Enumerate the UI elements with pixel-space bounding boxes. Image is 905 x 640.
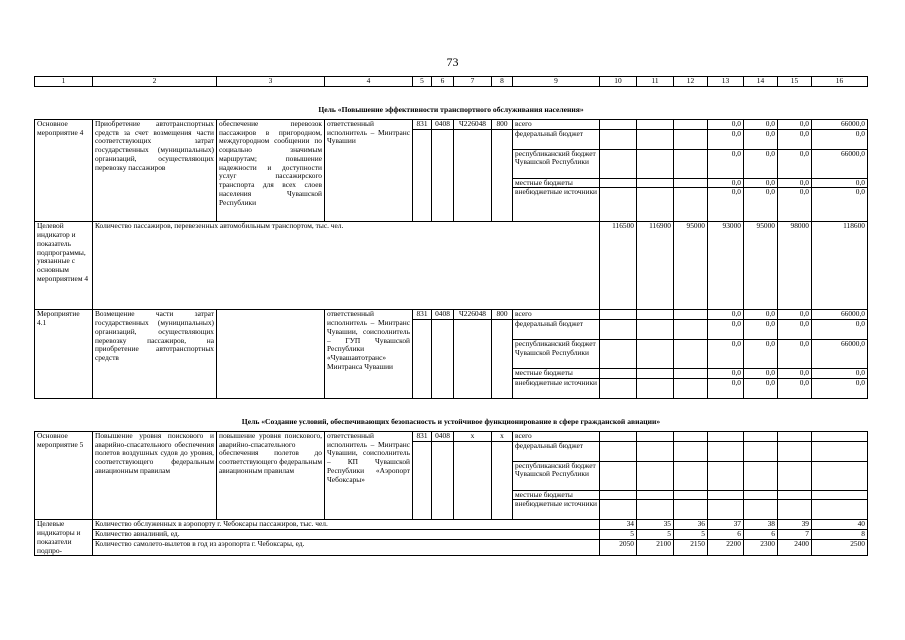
value-cell: 0,0: [744, 120, 778, 130]
value-cell: 2500: [812, 540, 868, 556]
value-cell: [600, 120, 637, 130]
value-cell: 2050: [600, 540, 637, 556]
value-cell: 0,0: [778, 310, 812, 320]
value-cell: [637, 178, 674, 188]
value-cell: 0,0: [708, 378, 744, 398]
value-cell: [600, 378, 637, 398]
table-row: [35, 431, 868, 441]
row-goal: повышение уровня поискового, аварийно-спасательного обеспечения полетов до соответствующего федеральным авиационным правилам: [217, 431, 325, 519]
row-goal: [217, 310, 325, 398]
value-cell: 0,0: [812, 129, 868, 149]
value-cell: 0,0: [744, 340, 778, 369]
funding-source: республиканский бюджет Чувашской Республики: [513, 149, 600, 178]
table-row: [35, 310, 868, 320]
value-cell: 5: [637, 530, 674, 540]
value-cell: [674, 188, 708, 222]
value-cell: 116900: [637, 222, 674, 310]
indicator-row: [35, 520, 868, 530]
value-cell: 0,0: [812, 178, 868, 188]
value-cell: [674, 320, 708, 340]
value-cell: 2400: [778, 540, 812, 556]
value-cell: 66000,0: [812, 149, 868, 178]
value-cell: [674, 149, 708, 178]
value-cell: 0,0: [708, 120, 744, 130]
indicator-text: Количество самолето-вылетов в год из аэропорта г. Чебоксары, ед.: [93, 540, 600, 556]
value-cell: 0,0: [778, 129, 812, 149]
value-cell: [637, 129, 674, 149]
value-cell: [600, 320, 637, 340]
value-cell: 36: [674, 520, 708, 530]
row-executor: ответственный исполнитель – Минтранс Чувашии, соисполнитель – КП Чувашской Республики «Аэропорт Чебоксары»: [325, 431, 413, 519]
value-cell: [674, 310, 708, 320]
value-cell: 0,0: [744, 149, 778, 178]
value-cell: [637, 188, 674, 222]
value-cell: 0,0: [778, 178, 812, 188]
value-cell: [637, 340, 674, 369]
value-cell: 98000: [778, 222, 812, 310]
value-cell: 2300: [744, 540, 778, 556]
table-row: [35, 120, 868, 130]
indicator-row: [35, 540, 868, 556]
value-cell: [674, 129, 708, 149]
value-cell: 0,0: [812, 369, 868, 379]
header-cell: 15: [778, 77, 812, 87]
value-cell: 35: [637, 520, 674, 530]
value-cell: [600, 149, 637, 178]
value-cell: 2200: [708, 540, 744, 556]
value-cell: 5: [674, 530, 708, 540]
value-cell: [600, 178, 637, 188]
indicator-text: Количество пассажиров, перевезенных автомобильным транспортом, тыс. чел.: [93, 222, 600, 310]
header-cell: 2: [93, 77, 217, 87]
grbs-code: 831: [413, 120, 432, 130]
value-cell: 0,0: [744, 188, 778, 222]
value-cell: 0,0: [778, 188, 812, 222]
funding-source: внебюджетные источники: [513, 500, 600, 520]
value-cell: 37: [708, 520, 744, 530]
funding-source: республиканский бюджет Чувашской Республики: [513, 340, 600, 369]
row-name: Возмещение части затрат государственных (муниципальных) организаций, осуществляющих перевозку пассажиров, на приобретение автотранспортных средств: [93, 310, 217, 398]
funding-source: всего: [513, 431, 600, 441]
header-cell: 16: [812, 77, 868, 87]
value-cell: 38: [744, 520, 778, 530]
header-cell: 7: [454, 77, 492, 87]
value-cell: [600, 129, 637, 149]
row-executor: ответственный исполнитель – Минтранс Чувашии: [325, 120, 413, 222]
header-cell: 8: [492, 77, 513, 87]
indicator-row: [35, 222, 868, 310]
grbs-code: 831: [413, 310, 432, 320]
row-name: Приобретение автотранспортных средств за счет возмещения части соответствующих затрат государственных (муниципальных) организаций, осуществляющих перевозку пассажиров: [93, 120, 217, 222]
indicator-text: Количество обслуженных в аэропорту г. Чебоксары пассажиров, тыс. чел.: [93, 520, 600, 530]
funding-source: внебюджетные источники: [513, 188, 600, 222]
header-cell: 9: [513, 77, 600, 87]
program-table: [34, 76, 868, 556]
row-type: Мероприятие 4.1: [35, 310, 93, 398]
header-cell: 5: [413, 77, 432, 87]
row-type: Основное мероприятие 4: [35, 120, 93, 222]
value-cell: 0,0: [778, 320, 812, 340]
indicator-row: [35, 530, 868, 540]
header-cell: 4: [325, 77, 413, 87]
value-cell: 0,0: [708, 340, 744, 369]
value-cell: 0,0: [708, 129, 744, 149]
value-cell: [637, 378, 674, 398]
value-cell: 5: [600, 530, 637, 540]
value-cell: 0,0: [708, 320, 744, 340]
value-cell: [637, 149, 674, 178]
value-cell: [600, 369, 637, 379]
value-cell: 6: [708, 530, 744, 540]
csr-code: x: [454, 431, 492, 441]
value-cell: 0,0: [778, 120, 812, 130]
rz-code: 0408: [432, 120, 454, 130]
row-type: Целевые индикаторы и показатели подпро-: [35, 520, 93, 556]
vr-code: 800: [492, 120, 513, 130]
value-cell: [637, 120, 674, 130]
funding-source: всего: [513, 120, 600, 130]
rz-code: 0408: [432, 431, 454, 441]
value-cell: 0,0: [812, 378, 868, 398]
value-cell: 0,0: [778, 369, 812, 379]
indicator-text: Количество авиалиний, ед.: [93, 530, 600, 540]
value-cell: 0,0: [708, 369, 744, 379]
value-cell: [600, 188, 637, 222]
value-cell: 0,0: [708, 149, 744, 178]
value-cell: 66000,0: [812, 340, 868, 369]
goal-heading: Цель «Повышение эффективности транспортного обслуживания населения»: [35, 87, 868, 120]
value-cell: 2150: [674, 540, 708, 556]
value-cell: 0,0: [778, 378, 812, 398]
value-cell: [637, 320, 674, 340]
header-cell: 3: [217, 77, 325, 87]
value-cell: [637, 369, 674, 379]
row-type: Целевой индикатор и показатель подпрограммы, увязанные с основным мероприятием 4: [35, 222, 93, 310]
header-cell: 13: [708, 77, 744, 87]
value-cell: 66000,0: [812, 120, 868, 130]
value-cell: [600, 340, 637, 369]
value-cell: 95000: [744, 222, 778, 310]
value-cell: 116500: [600, 222, 637, 310]
row-type: Основное мероприятие 5: [35, 431, 93, 519]
row-executor: ответственный исполнитель – Минтранс Чувашии, соисполнитель – ГУП Чувашской Республики «Чувашавтотранс» Минтранса Чувашии: [325, 310, 413, 398]
vr-code: 800: [492, 310, 513, 320]
value-cell: 0,0: [744, 378, 778, 398]
value-cell: 0,0: [744, 310, 778, 320]
value-cell: 0,0: [744, 369, 778, 379]
value-cell: 66000,0: [812, 310, 868, 320]
funding-source: республиканский бюджет Чувашской Республики: [513, 461, 600, 490]
header-cell: 6: [432, 77, 454, 87]
value-cell: 39: [778, 520, 812, 530]
value-cell: [674, 340, 708, 369]
value-cell: 0,0: [708, 188, 744, 222]
value-cell: 40: [812, 520, 868, 530]
value-cell: [637, 310, 674, 320]
grbs-code: 831: [413, 431, 432, 441]
row-name: Повышение уровня поискового и аварийно-спасательного обеспечения полетов воздушных судов до уровня, соответствующего федеральным авиационным правилам: [93, 431, 217, 519]
funding-source: местные бюджеты: [513, 490, 600, 500]
value-cell: 0,0: [812, 188, 868, 222]
value-cell: [674, 378, 708, 398]
value-cell: 8: [812, 530, 868, 540]
value-cell: 0,0: [812, 320, 868, 340]
value-cell: 0,0: [778, 340, 812, 369]
value-cell: [674, 178, 708, 188]
funding-source: федеральный бюджет: [513, 441, 600, 461]
rz-code: 0408: [432, 310, 454, 320]
funding-source: внебюджетные источники: [513, 378, 600, 398]
value-cell: 7: [778, 530, 812, 540]
header-row: [35, 77, 868, 87]
header-cell: 10: [600, 77, 637, 87]
value-cell: 34: [600, 520, 637, 530]
value-cell: [600, 310, 637, 320]
vr-code: x: [492, 431, 513, 441]
funding-source: местные бюджеты: [513, 369, 600, 379]
value-cell: 2100: [637, 540, 674, 556]
goal-heading: Цель «Создание условий, обеспечивающих безопасность и устойчивое функционирование в сфере гражданской авиации»: [35, 398, 868, 431]
header-cell: 12: [674, 77, 708, 87]
funding-source: всего: [513, 310, 600, 320]
funding-source: федеральный бюджет: [513, 320, 600, 340]
value-cell: 0,0: [744, 129, 778, 149]
value-cell: [674, 369, 708, 379]
value-cell: 0,0: [744, 178, 778, 188]
funding-source: местные бюджеты: [513, 178, 600, 188]
header-cell: 14: [744, 77, 778, 87]
value-cell: 6: [744, 530, 778, 540]
value-cell: 0,0: [708, 178, 744, 188]
value-cell: 118600: [812, 222, 868, 310]
value-cell: 0,0: [744, 320, 778, 340]
page-number: 73: [446, 55, 459, 69]
header-cell: 11: [637, 77, 674, 87]
row-goal: обеспечение перевозок пассажиров в пригородном, междугородном сообщении по социально значимым маршрутам; повышение надежности и доступности услуг пассажирского транспорта для всех слоев населения Чувашской Республики: [217, 120, 325, 222]
header-cell: 1: [35, 77, 93, 87]
csr-code: Ч226048: [454, 310, 492, 320]
value-cell: 0,0: [778, 149, 812, 178]
funding-source: федеральный бюджет: [513, 129, 600, 149]
value-cell: 0,0: [708, 310, 744, 320]
value-cell: 95000: [674, 222, 708, 310]
csr-code: Ч226048: [454, 120, 492, 130]
value-cell: [674, 120, 708, 130]
value-cell: 93000: [708, 222, 744, 310]
